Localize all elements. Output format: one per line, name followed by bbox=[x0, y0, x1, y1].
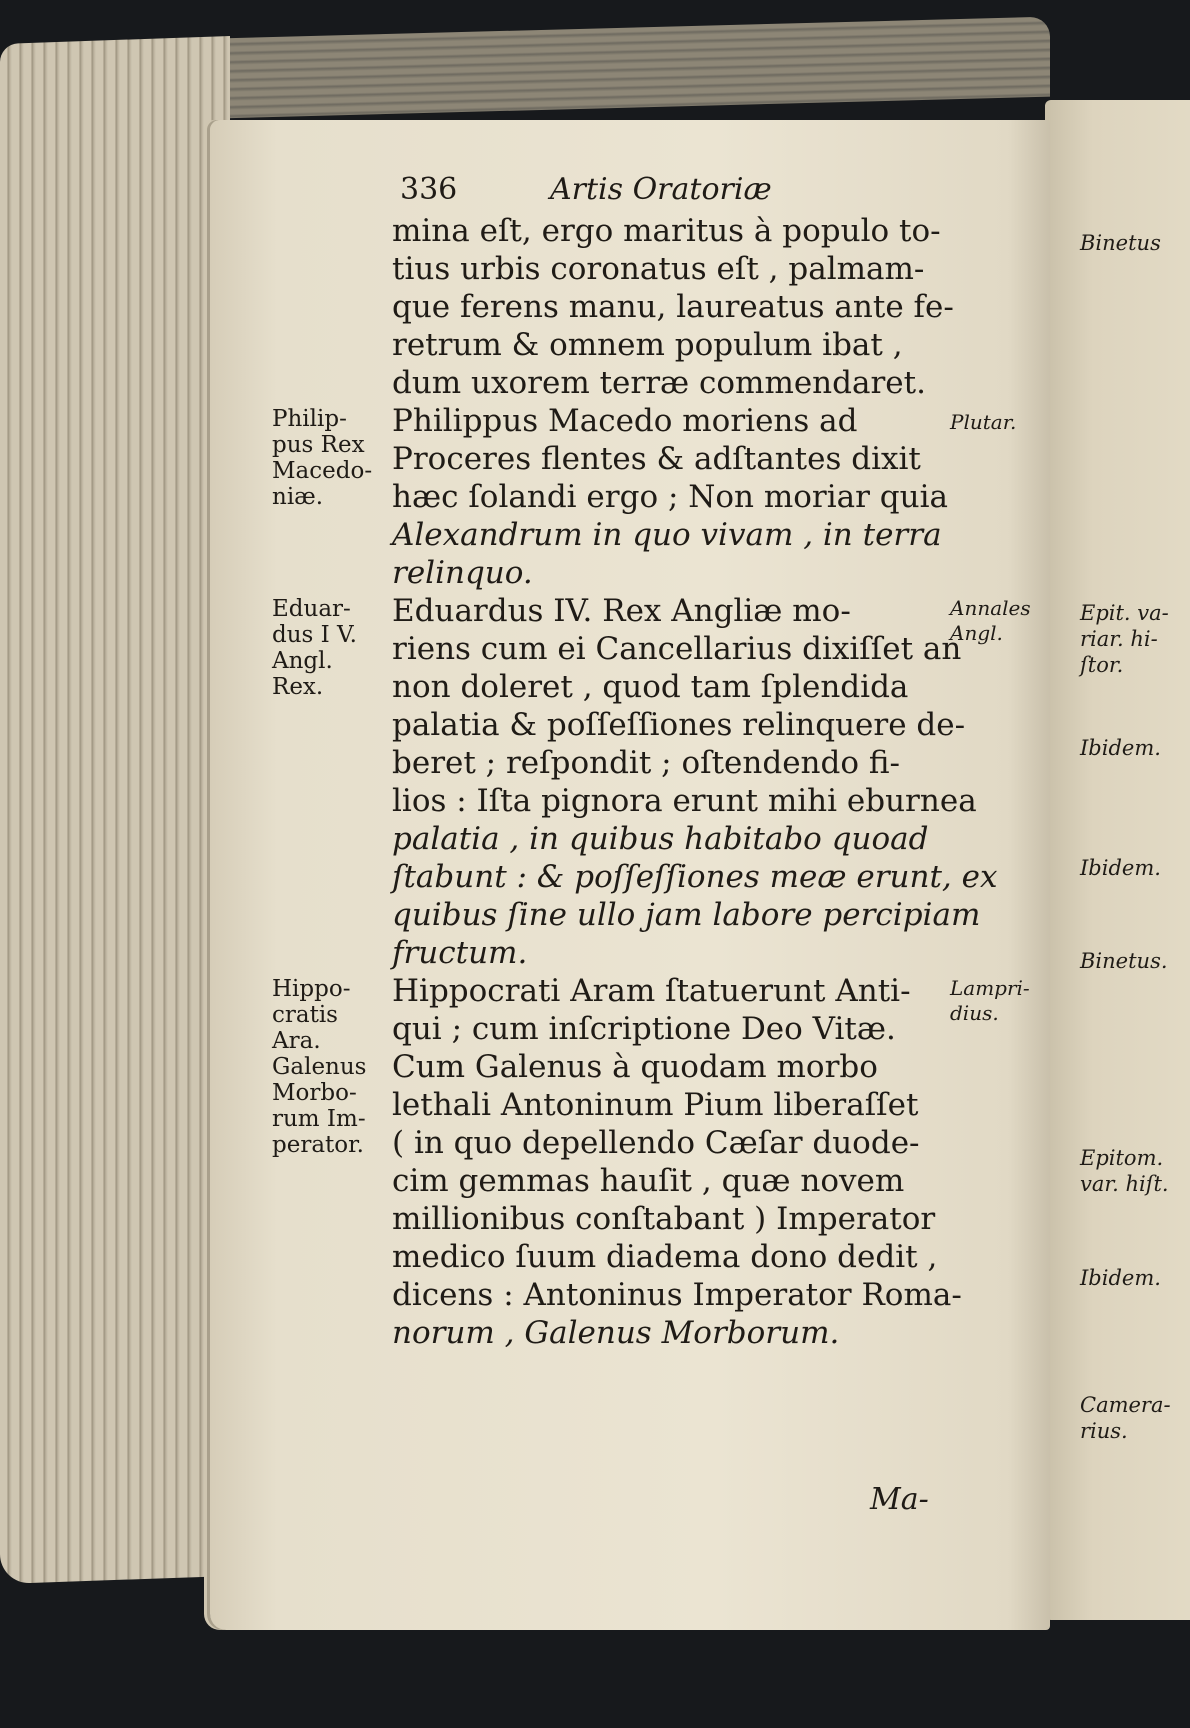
facing-note: Binetus bbox=[1080, 231, 1161, 255]
text-line: dicens : Antoninus Imperator Roma- bbox=[392, 1277, 962, 1313]
text-line: quibus ſine ullo jam labore percipiam bbox=[392, 897, 981, 933]
margin-note-philippus: Philip- pus Rex Macedo- niæ. bbox=[272, 406, 373, 510]
margin-note-hippocratis: Hippo- cratis Ara. Galenus Morbo- rum Im- perator. bbox=[272, 976, 367, 1158]
text-line: fructum. bbox=[392, 935, 528, 971]
text-line: norum , Galenus Morborum. bbox=[392, 1315, 840, 1351]
text-line: palatia , in quibus habitabo quoad bbox=[392, 821, 929, 857]
book-page bbox=[210, 120, 1050, 1630]
margin-note-eduardus: Eduar- dus I V. Angl. Rex. bbox=[272, 596, 357, 700]
text-line: ( in quo depellendo Cæſar duode- bbox=[392, 1125, 920, 1161]
text-line: non doleret , quod tam ſplendida bbox=[392, 669, 909, 705]
catchword: Ma- bbox=[870, 1482, 929, 1517]
text-line: lios : Iſta pignora erunt mihi eburnea bbox=[392, 783, 977, 819]
text-line: dum uxorem terræ commendaret. bbox=[392, 365, 926, 401]
text-line: tius urbis coronatus eſt , palmam- bbox=[392, 251, 925, 287]
facing-note: Epitom. var. hiſt. bbox=[1080, 1146, 1169, 1196]
text-line: medico ſuum diadema dono dedit , bbox=[392, 1239, 938, 1275]
facing-note: Binetus. bbox=[1080, 949, 1168, 973]
text-line: qui ; cum inſcriptione Deo Vitæ. bbox=[392, 1011, 896, 1047]
running-title: Artis Oratoriæ bbox=[550, 172, 772, 207]
facing-note: Ibidem. bbox=[1080, 856, 1161, 880]
text-line: Philippus Macedo moriens ad bbox=[392, 403, 858, 439]
text-line: mina eſt, ergo maritus à populo to- bbox=[392, 213, 941, 249]
text-line: Alexandrum in quo vivam , in terra bbox=[392, 517, 942, 553]
text-line: Eduardus IV. Rex Angliæ mo- bbox=[392, 593, 851, 629]
text-line: relinquo. bbox=[392, 555, 533, 591]
text-line: retrum & omnem populum ibat , bbox=[392, 327, 903, 363]
page-number: 336 bbox=[400, 172, 458, 207]
text-line: hæc ſolandi ergo ; Non moriar quia bbox=[392, 479, 949, 515]
facing-note: Epit. va- riar. hi- ſtor. bbox=[1080, 601, 1169, 677]
text-line: ſtabunt : & poſſeſſiones meæ erunt, ex bbox=[392, 859, 998, 895]
source-note-lampridius: Lampri- dius. bbox=[950, 976, 1030, 1025]
text-line: Cum Galenus à quodam morbo bbox=[392, 1049, 878, 1085]
text-line: cim gemmas hauſit , quæ novem bbox=[392, 1163, 905, 1199]
text-line: palatia & poſſeſſiones relinquere de- bbox=[392, 707, 966, 743]
text-line: Hippocrati Aram ſtatuerunt Anti- bbox=[392, 973, 911, 1009]
facing-note: Camera- rius. bbox=[1080, 1393, 1171, 1443]
text-line: millionibus conſtabant ) Imperator bbox=[392, 1201, 936, 1237]
facing-note: Ibidem. bbox=[1080, 736, 1161, 760]
text-line: lethali Antoninum Pium liberaſſet bbox=[392, 1087, 919, 1123]
facing-note: Ibidem. bbox=[1080, 1266, 1161, 1290]
text-line: riens cum ei Cancellarius dixiſſet an bbox=[392, 631, 962, 667]
text-line: que ferens manu, laureatus ante fe- bbox=[392, 289, 954, 325]
source-note-annales: Annales Angl. bbox=[950, 596, 1031, 645]
text-line: Proceres flentes & adſtantes dixit bbox=[392, 441, 921, 477]
source-note-plutar: Plutar. bbox=[950, 410, 1017, 434]
book-page-edges bbox=[0, 36, 230, 1584]
page-text bbox=[210, 120, 1050, 1630]
text-line: beret ; reſpondit ; oſtendendo fi- bbox=[392, 745, 901, 781]
